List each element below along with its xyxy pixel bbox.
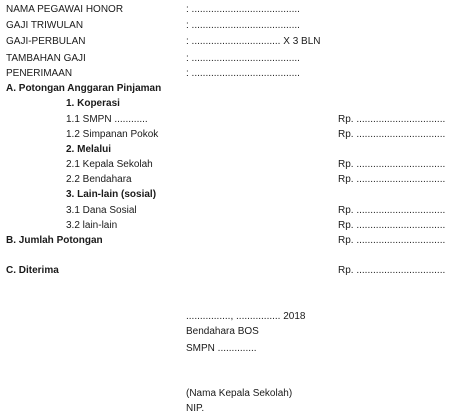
field-label-penerimaan: PENERIMAAN (6, 68, 73, 79)
rp-koperasi-simpanan: Rp. ................................ (338, 129, 446, 140)
section-b-title: B. Jumlah Potongan (6, 235, 103, 246)
koperasi-title: 1. Koperasi (66, 98, 120, 109)
rp-diterima: Rp. ................................ (338, 265, 446, 276)
field-value-gaji-triwulan: : ....................................... (186, 20, 300, 31)
signature-school: SMPN .............. (186, 343, 257, 354)
rp-lain-lain: Rp. ................................ (338, 220, 446, 231)
section-c-title: C. Diterima (6, 265, 59, 276)
signature-date: ................, ................ 2018 (186, 311, 306, 322)
field-label-gaji-triwulan: GAJI TRIWULAN (6, 20, 84, 31)
field-value-tambahan-gaji: : ....................................... (186, 53, 300, 64)
rp-melalui-kepala: Rp. ................................ (338, 159, 446, 170)
koperasi-item-simpanan-pokok: 1.2 Simpanan Pokok (66, 129, 159, 140)
melalui-title: 2. Melalui (66, 144, 112, 155)
signature-role: Bendahara BOS (186, 326, 259, 337)
rp-jumlah-potongan: Rp. ................................ (338, 235, 446, 246)
field-value-penerimaan: : ....................................... (186, 68, 300, 79)
rp-dana-sosial: Rp. ................................ (338, 205, 446, 216)
melalui-item-bendahara: 2.2 Bendahara (66, 174, 132, 185)
lain-item-lain-lain: 3.2 lain-lain (66, 220, 118, 231)
field-label-tambahan-gaji: TAMBAHAN GAJI (6, 53, 86, 64)
koperasi-item-smpn: 1.1 SMPN ............ (66, 114, 148, 125)
field-value-gaji-perbulan: : ................................ X 3 BLN (186, 36, 321, 47)
section-a-title: A. Potongan Anggaran Pinjaman (6, 83, 162, 94)
field-value-nama-pegawai: : ....................................... (186, 4, 300, 15)
lain-lain-title: 3. Lain-lain (sosial) (66, 189, 157, 200)
signature-name: (Nama Kepala Sekolah) (186, 388, 293, 399)
rp-melalui-bendahara: Rp. ................................ (338, 174, 446, 185)
field-label-gaji-perbulan: GAJI-PERBULAN (6, 36, 86, 47)
rp-koperasi-smpn: Rp. ................................ (338, 114, 446, 125)
field-label-nama-pegawai: NAMA PEGAWAI HONOR (6, 4, 124, 15)
lain-item-dana-sosial: 3.1 Dana Sosial (66, 205, 137, 216)
melalui-item-kepala-sekolah: 2.1 Kepala Sekolah (66, 159, 153, 170)
signature-nip: NIP. (186, 403, 205, 414)
